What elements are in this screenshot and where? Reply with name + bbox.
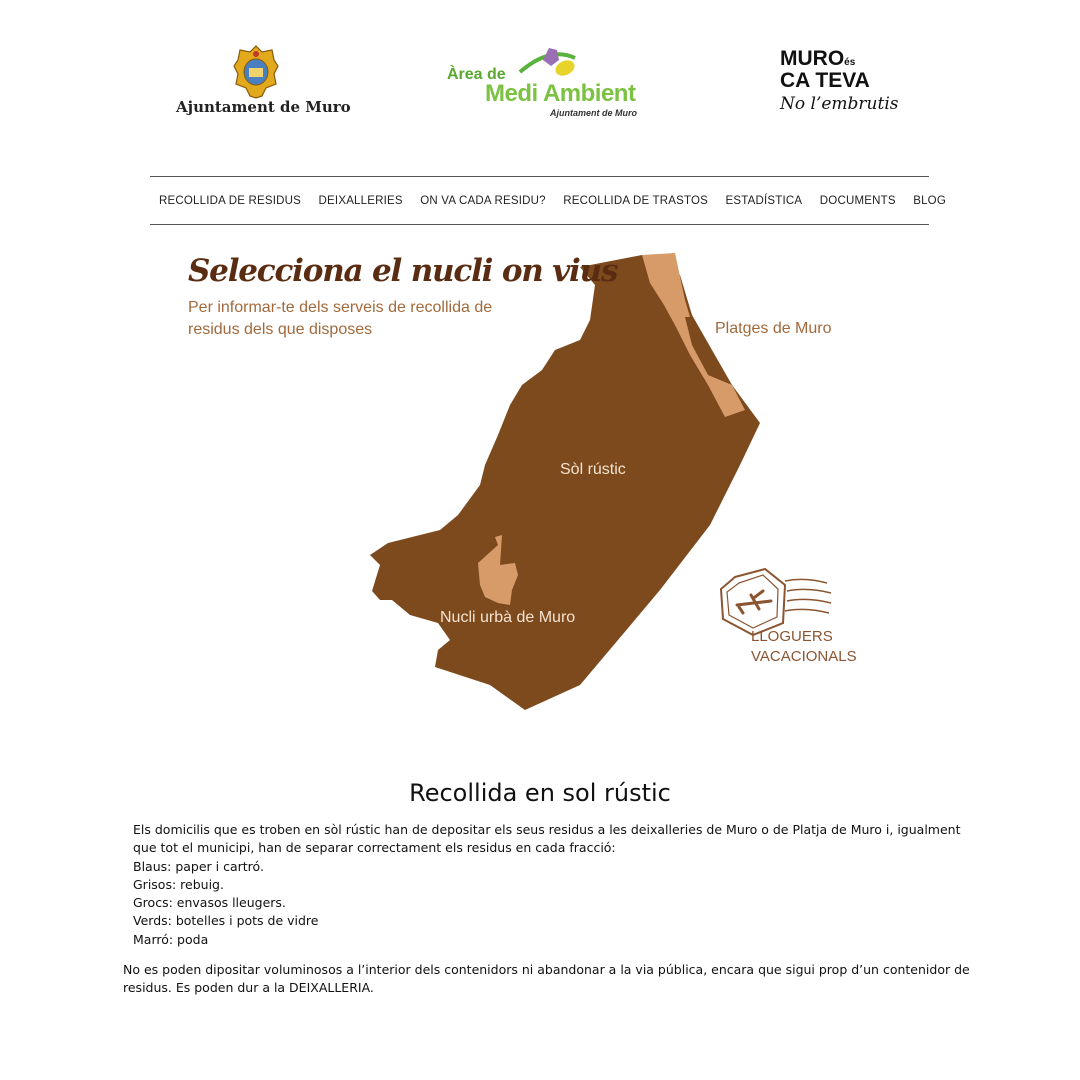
map-subtitle: Per informar-te dels serveis de recollida de residus dels que disposes [188, 299, 493, 338]
fraction-item: Marró: poda [133, 931, 209, 947]
lloguers-vacacionals-stamp[interactable] [715, 565, 875, 675]
page-heading: Recollida en sol rústic [409, 779, 671, 807]
campaign-line3: No l’embrutis [780, 94, 899, 114]
note-paragraph: No es poden dipositar voluminosos a l’interior dels contenidors ni abandonar a la via pública, encara que sigui prop d’un contenidor de residus. Es poden dur a la DEIXALLERIA. [123, 962, 970, 996]
fraction-item: Verds: botelles i pots de vidre [133, 913, 319, 929]
nav-item-recollida-trastos[interactable]: RECOLLIDA DE TRASTOS [563, 194, 709, 207]
nav-item-estadistica[interactable]: ESTADÍSTICA [725, 194, 803, 207]
intro-paragraph: Els domicilis que es troben en sòl rústic han de depositar els seus residus a les deixalleries de Muro o de Platja de Muro i, igualment que tot el municipi, han de separar correctament els residus en cada fracció: [133, 822, 961, 856]
nav-item-documents[interactable]: DOCUMENTS [819, 194, 896, 207]
nav-item-recollida-residus[interactable]: RECOLLIDA DE RESIDUS [159, 194, 302, 207]
municipality-map [180, 245, 880, 720]
label-platges[interactable]: Platges de Muro [715, 320, 832, 337]
label-nucli-urba[interactable]: Nucli urbà de Muro [440, 609, 576, 626]
medi-ambient-logo[interactable] [445, 46, 665, 126]
ajuntament-text: Ajuntament de Muro [176, 98, 351, 116]
ajuntament-logo[interactable] [170, 44, 350, 124]
stamp-text [751, 627, 857, 667]
medi-line2: Medi Ambient [485, 80, 636, 107]
muro-es-ca-teva-logo[interactable] [780, 48, 920, 128]
medi-line1: Àrea de [447, 66, 506, 83]
crest-icon [232, 44, 280, 100]
nav-item-blog[interactable]: BLOG [913, 194, 946, 207]
stamp-line2: VACACIONALS [751, 648, 857, 665]
fraction-item: Grisos: rebuig. [133, 876, 224, 892]
nav-item-deixalleries[interactable]: DEIXALLERIES [318, 194, 403, 207]
campaign-line2: CA TEVA [780, 69, 870, 92]
fraction-item: Blaus: paper i cartró. [133, 858, 264, 874]
stamp-line1: LLOGUERS [751, 628, 833, 645]
campaign-line1: MUROés [780, 47, 856, 70]
map-title: Selecciona el nucli on vius [188, 253, 618, 289]
content-body [133, 821, 963, 949]
nav-item-on-va-cada-residu[interactable]: ON VA CADA RESIDU? [420, 194, 546, 207]
medi-line3: Ajuntament de Muro [550, 108, 637, 118]
fraction-item: Grocs: envasos lleugers. [133, 895, 286, 911]
label-sol-rustic[interactable]: Sòl rústic [560, 461, 626, 478]
main-nav [150, 176, 946, 225]
